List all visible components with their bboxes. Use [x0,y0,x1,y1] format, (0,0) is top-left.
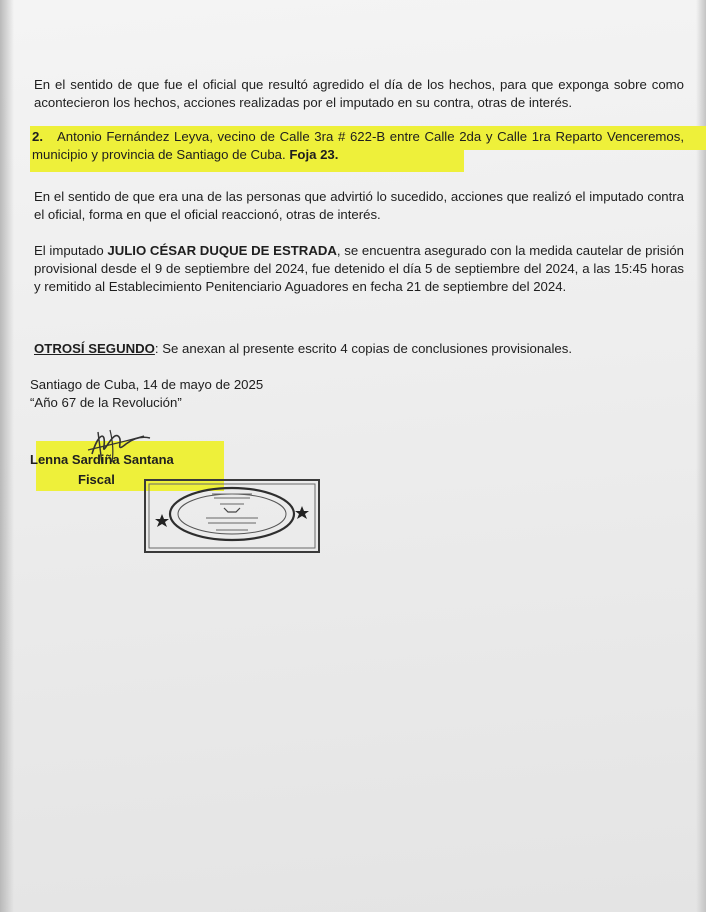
paragraph-detention-status [34,242,684,296]
paragraph-witness-purpose: En el sentido de que era una de las personas que advirtió lo sucedido, acciones que realizó el imputado contra el oficial, forma en que el oficial reaccionó, otras de interés. [34,189,684,222]
year-motto: “Año 67 de la Revolución” [30,395,182,410]
otrosi-text: : Se anexan al presente escrito 4 copias de conclusiones provisionales. [154,341,573,356]
accused-name: JULIO CÉSAR DUQUE DE ESTRADA [107,243,337,258]
folio-reference: Foja 23. [289,147,339,162]
place-date: Santiago de Cuba, 14 de mayo de 2025 [30,377,264,392]
paragraph-otrosi-segundo [34,340,684,358]
page-edge-shadow-left [0,0,14,912]
detention-details: , se encuentra asegurado con la medida cautelar de prisión provisional desde el 9 de septiembre del 2024, fue detenido el día 5 de septiembre del 2024, a las 15:45 horas y remitido al Establecimiento Penitenciario Aguadores en fecha 21 de septiembre del 2024. [34,243,684,294]
witness-details: Antonio Fernández Leyva, vecino de Calle 3ra # 622-B entre Calle 2da y Calle 1ra Reparto Venceremos, municipio y provincia de Santiago de Cuba. [32,129,684,162]
detention-lead: El imputado [34,243,104,258]
witness-item-2 [32,128,684,164]
signatory-name: Lenna Sardiña Santana [30,452,174,467]
place-date-block [30,376,263,412]
item-number: 2. [32,129,43,144]
official-seal-stamp-icon [142,474,322,554]
otrosi-heading: OTROSÍ SEGUNDO [34,341,155,356]
signatory-role: Fiscal [78,472,115,487]
paragraph-officer-purpose: En el sentido de que fue el oficial que resultó agredido el día de los hechos, para que exponga sobre como acontecieron los hechos, acciones realizadas por el imputado en su contra, otras de interés. [34,77,684,110]
